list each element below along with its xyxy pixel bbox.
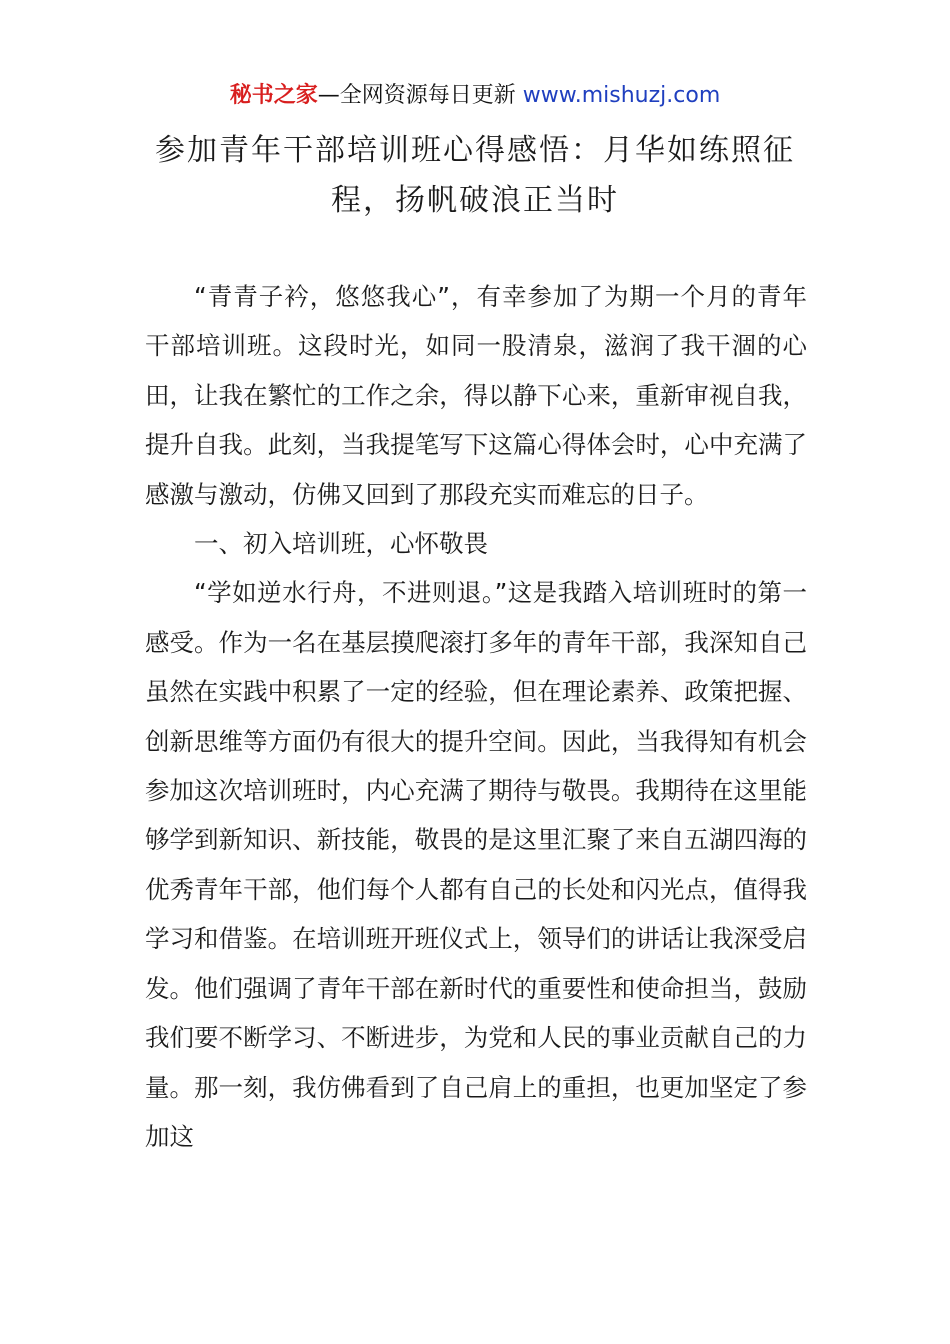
paragraph-section-1: “学如逆水行舟，不进则退。”这是我踏入培训班时的第一感受。作为一名在基层摸爬滚打多年的青年干部，我深知自己虽然在实践中积累了一定的经验，但在理论素养、政策把握、创新思维等方面仍有很大的提升空间。因此，当我得知有机会参加这次培训班时，内心充满了期待与敬畏。我期待在这里能够学到新知识、新技能，敬畏的是这里汇聚了来自五湖四海的优秀青年干部，他们每个人都有自己的长处和闪光点，值得我学习和借鉴。在培训班开班仪式上，领导们的讲话让我深受启发。他们强调了青年干部在新时代的重要性和使命担当，鼓励我们要不断学习、不断进步，为党和人民的事业贡献自己的力量。那一刻，我仿佛看到了自己肩上的重担，也更加坚定了参加这 (145, 578, 807, 1151)
section-heading-1: 一、初入培训班，心怀敬畏 (194, 529, 488, 559)
title-line-2: 程，扬帆破浪正当时 (331, 183, 619, 218)
brand-name: 秘书之家 (229, 83, 318, 108)
paragraph-intro: “青青子衿，悠悠我心”，有幸参加了为期一个月的青年干部培训班。这段时光，如同一股清泉，滋润了我干涸的心田，让我在繁忙的工作之余，得以静下心来，重新审视自我，提升自我。此刻，当我提笔写下这篇心得体会时，心中充满了感激与激动，仿佛又回到了那段充实而难忘的日子。 (145, 282, 807, 509)
header-tagline: —全网资源每日更新 (317, 83, 516, 108)
document-body (145, 272, 807, 1161)
document-title (145, 126, 805, 226)
site-url-link[interactable]: www.mishuzj.com (522, 83, 721, 108)
title-line-1: 参加青年干部培训班心得感悟：月华如练照征 (155, 133, 795, 168)
site-header (0, 80, 950, 112)
